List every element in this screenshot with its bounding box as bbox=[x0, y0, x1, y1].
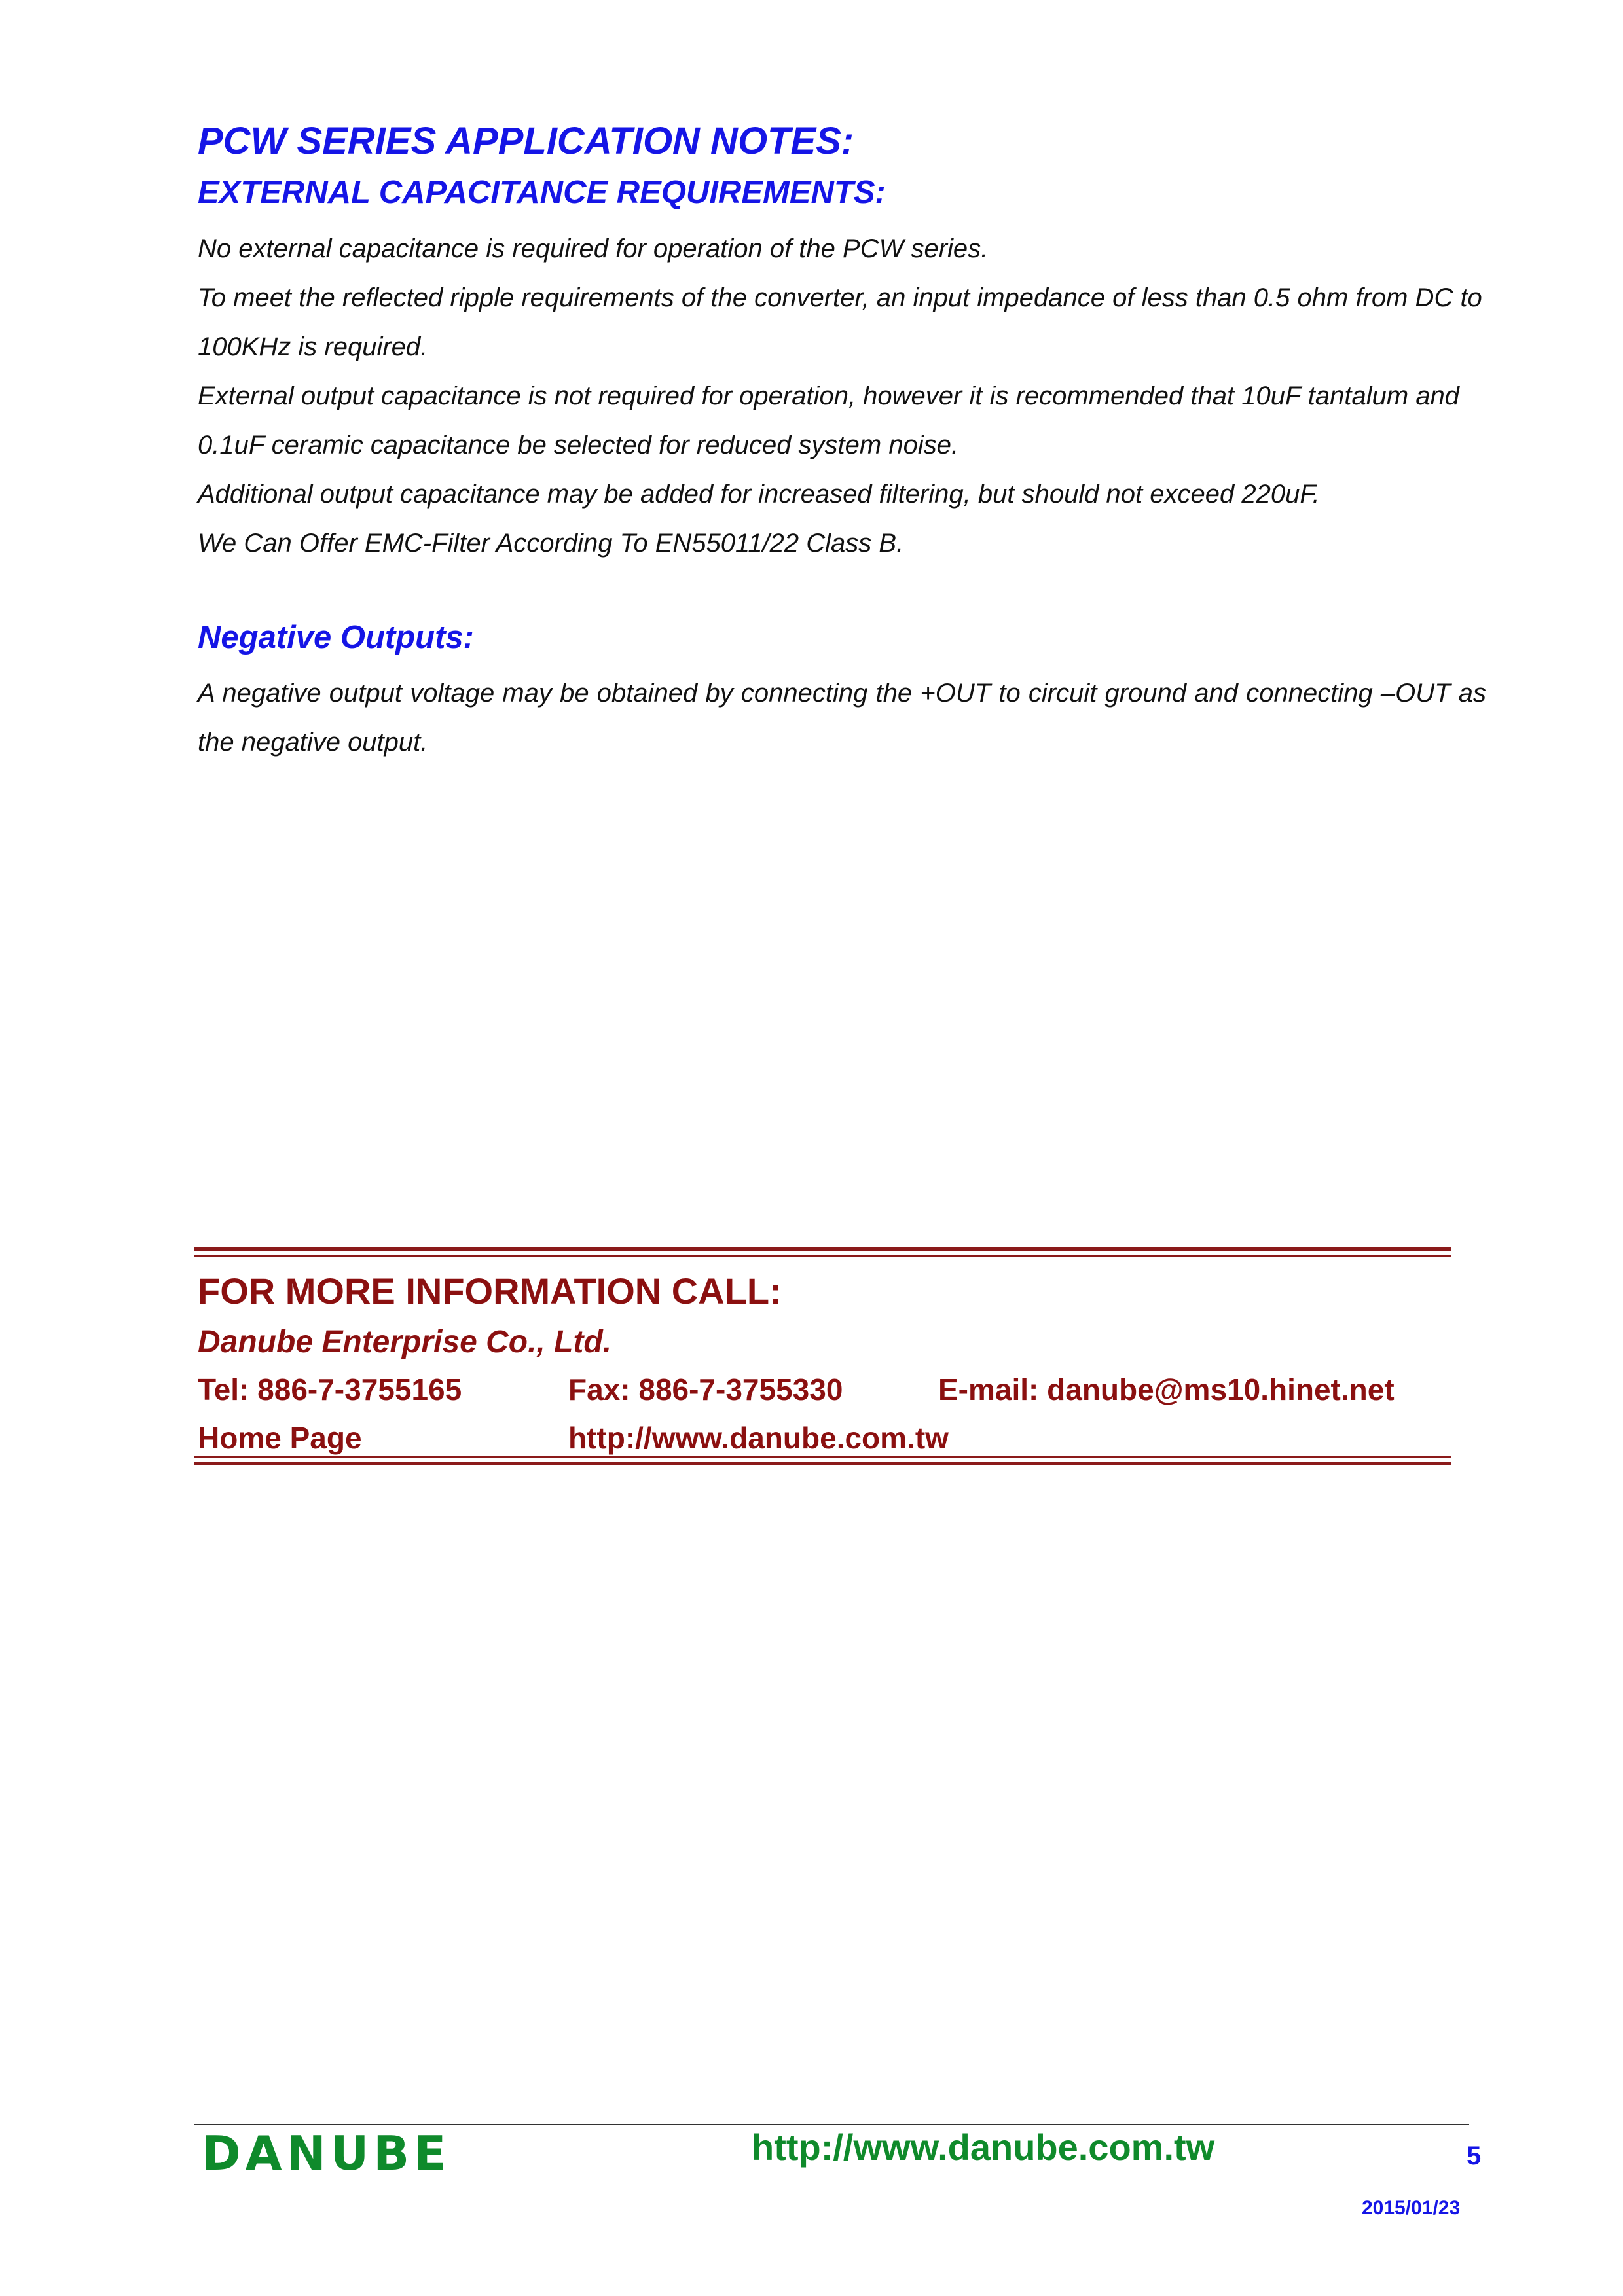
note-line: To meet the reflected ripple requirements of the converter, an input impedance of less than 0.5 ohm from DC to 100KHz is required. bbox=[198, 283, 1482, 361]
footer-rule bbox=[194, 2124, 1469, 2125]
note-line: We Can Offer EMC-Filter According To EN55011/22 Class B. bbox=[198, 529, 904, 558]
note-line: External output capacitance is not required for operation, however it is recommended that 10uF tantalum and 0.1uF ceramic capacitance be selected for reduced system noise. bbox=[198, 382, 1460, 459]
contact-fax: Fax: 886-7-3755330 bbox=[568, 1372, 843, 1407]
negative-outputs-title: Negative Outputs: bbox=[198, 620, 474, 655]
contact-top-rule bbox=[194, 1247, 1451, 1251]
contact-email[interactable]: E-mail: danube@ms10.hinet.net bbox=[938, 1372, 1395, 1407]
contact-bottom-rule-thin bbox=[194, 1456, 1451, 1458]
negative-outputs-text bbox=[198, 669, 1486, 767]
homepage-link[interactable]: http://www.danube.com.tw bbox=[568, 1421, 949, 1455]
footer-url[interactable]: http://www.danube.com.tw bbox=[752, 2126, 1215, 2168]
section-subtitle: EXTERNAL CAPACITANCE REQUIREMENTS: bbox=[198, 175, 886, 210]
document-date: 2015/01/23 bbox=[1362, 2197, 1461, 2219]
contact-title: FOR MORE INFORMATION CALL: bbox=[198, 1270, 782, 1312]
contact-top-rule-thin bbox=[194, 1255, 1451, 1257]
contact-tel: Tel: 886-7-3755165 bbox=[198, 1372, 462, 1407]
page-number: 5 bbox=[1467, 2142, 1482, 2170]
negative-outputs-paragraph: A negative output voltage may be obtained by connecting the +OUT to circuit ground and connecting –OUT as the negative output. bbox=[198, 679, 1486, 757]
capacitance-notes bbox=[198, 224, 1486, 568]
contact-bottom-rule bbox=[194, 1462, 1451, 1465]
section-title: PCW SERIES APPLICATION NOTES: bbox=[198, 120, 854, 162]
homepage-label: Home Page bbox=[198, 1421, 362, 1455]
danube-logo: DANUBE bbox=[202, 2126, 451, 2181]
note-line: No external capacitance is required for operation of the PCW series. bbox=[198, 234, 989, 263]
company-name: Danube Enterprise Co., Ltd. bbox=[198, 1325, 612, 1359]
note-line: Additional output capacitance may be added for increased filtering, but should not exceed 220uF. bbox=[198, 480, 1320, 509]
